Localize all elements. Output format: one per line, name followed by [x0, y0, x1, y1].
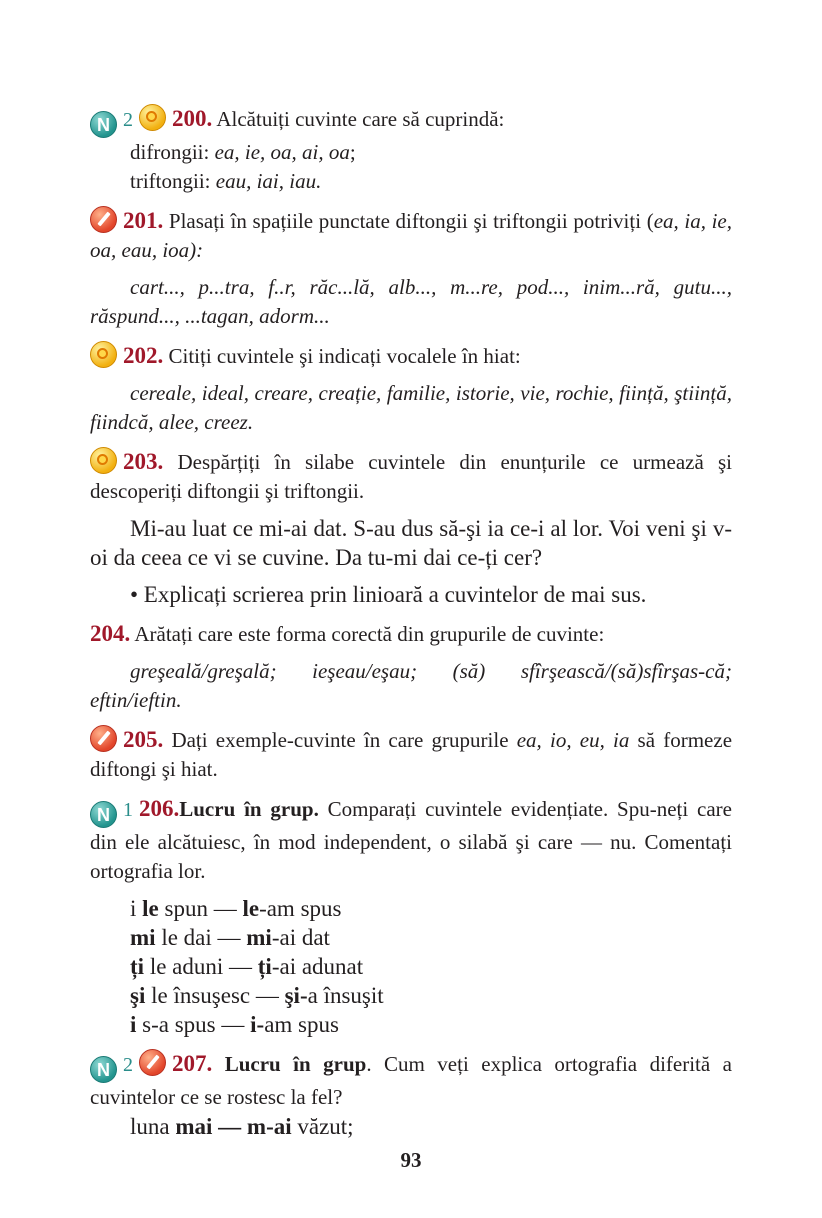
exercise-words: cereale, ideal, creare, creație, familie, istorie, vie, rochie, ființă, ştiință, fiindcă, alee, creez.	[90, 381, 732, 434]
difficulty-level: 2	[123, 109, 133, 131]
exercise-207	[90, 1049, 732, 1141]
smiley-icon	[90, 341, 117, 368]
word-pair-row: i s-a spus — i-am spus	[130, 1012, 339, 1037]
page-content	[90, 104, 732, 1141]
pencil-icon	[90, 725, 117, 752]
n-level-icon: N	[90, 801, 117, 828]
exercise-203	[90, 447, 732, 609]
exercise-number: 201.	[123, 208, 164, 233]
diphthongs-line: difrongii: ea, ie, oa, ai, oa;	[130, 140, 356, 164]
exercise-number: 200.	[172, 106, 213, 131]
exercise-task: Plasați în spațiile punctate diftongii şi triftongii potriviți (	[168, 209, 654, 233]
group-work-heading: Lucru în grup.	[179, 797, 319, 821]
exercise-number: 207.	[172, 1051, 213, 1076]
exercise-task: Arătați care este forma corectă din grupurile de cuvinte:	[134, 622, 605, 646]
exercise-task: . Cum veți explica ortografia diferită a cuvintelor ce se rostesc la fel?	[90, 1052, 732, 1109]
exercise-task: Citiți cuvintele şi indicați vocalele în hiat:	[168, 344, 521, 368]
exercise-words: cart..., p...tra, f..r, răc...lă, alb..., m...re, pod..., inim...ră, gutu..., răspund..., ...tagan, adorm...	[90, 275, 732, 328]
word-pair-row: i le spun — le-am spus	[130, 896, 342, 921]
word-pair-row: şi le însuşesc — şi-a însuşit	[130, 983, 384, 1008]
exercise-number: 204.	[90, 621, 131, 646]
page-number: 93	[400, 1148, 422, 1172]
word-pair-row: ți le aduni — ți-ai adunat	[130, 954, 364, 979]
exercise-bullet: • Explicați scrierea prin linioară a cuvintelor de mai sus.	[130, 582, 647, 607]
difficulty-level: 1	[123, 799, 133, 821]
exercise-number: 203.	[123, 449, 164, 474]
exercise-task: Comparați cuvintele evidențiate. Spu-neți care din ele alcătuiesc, în mod independent, o silabă şi care — nu. Comentați ortografia lor.	[90, 797, 732, 883]
pencil-icon	[90, 206, 117, 233]
triphthongs-line: triftongii: eau, iai, iau.	[130, 169, 322, 193]
group-work-heading: Lucru în grup	[224, 1052, 367, 1076]
exercise-202	[90, 341, 732, 437]
word-pairs-list	[90, 894, 732, 1039]
smiley-icon	[90, 447, 117, 474]
word-pair-row: mi le dai — mi-ai dat	[130, 925, 330, 950]
example-line: luna mai — m-ai văzut;	[130, 1114, 354, 1139]
n-level-icon: N	[90, 111, 117, 138]
pencil-icon	[139, 1049, 166, 1076]
exercise-words: greşeală/greşală; ieşeau/eşau; (să) sfîrşească/(să)sfîrşas-că; eftin/ieftin.	[90, 659, 732, 712]
difficulty-level: 2	[123, 1054, 133, 1076]
exercise-206	[90, 794, 732, 1039]
exercise-text: Mi-au luat ce mi-ai dat. S-au dus să-şi ia ce-i al lor. Voi veni şi v-oi da ceea ce vi se cuvine. Da tu-mi dai ce-ți cer?	[90, 516, 732, 570]
exercise-204	[90, 619, 732, 715]
exercise-200	[90, 104, 732, 196]
exercise-201: 201. Plasați în spațiile punctate diftongii şi triftongii potriviți (ea, ia, ie, oa, eau, ioa): cart..., p...tra, f..r, răc...lă, alb..., m...re, pod..., inim...ră, gutu..., răspund..., ...tagan, adorm...	[90, 206, 732, 331]
exercise-number: 202.	[123, 343, 164, 368]
exercise-task: Alcătuiți cuvinte care să cuprindă:	[216, 107, 505, 131]
n-level-icon: N	[90, 1056, 117, 1083]
exercise-number: 205.	[123, 727, 164, 752]
smiley-icon	[139, 104, 166, 131]
exercise-205: 205. Dați exemple-cuvinte în care grupurile ea, io, eu, ia să formeze diftongi şi hiat.	[90, 727, 733, 781]
exercise-number: 206.	[139, 796, 180, 821]
exercise-task: Despărțiți în silabe cuvintele din enunțurile ce urmează şi descoperiți diftongii şi triftongii.	[90, 450, 733, 503]
